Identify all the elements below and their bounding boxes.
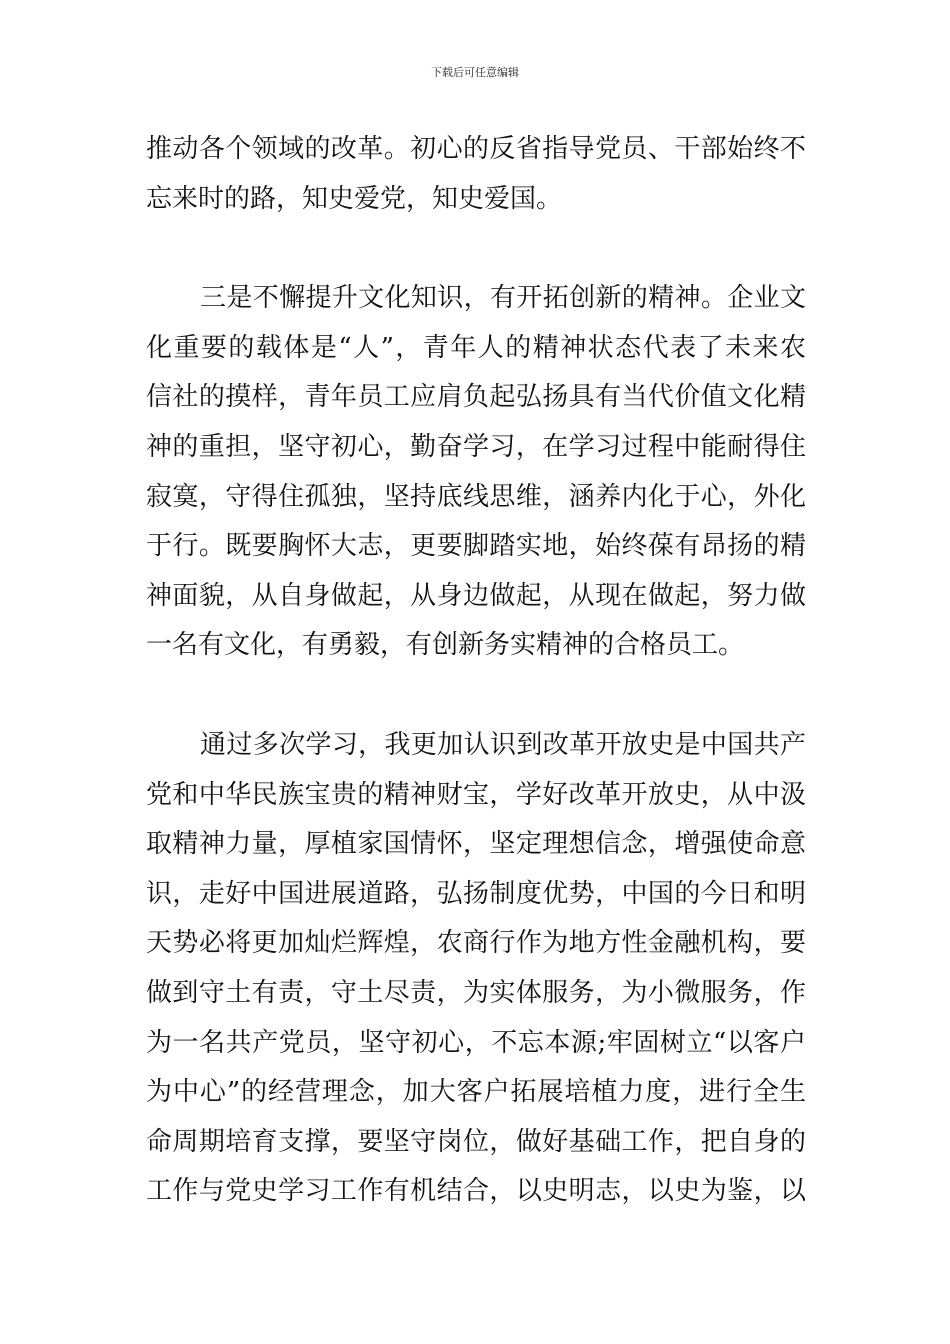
- text-line: 忘来时的路，知史爱党，知史爱国。: [146, 183, 563, 214]
- paragraph-3: [146, 721, 806, 1217]
- text-line: 工作与党史学习工作有机结合，以史明志，以史为鉴，以: [146, 1176, 806, 1207]
- paragraph-1: [146, 125, 806, 224]
- text-line: 为中心”的经营理念，加大客户拓展培植力度，进行全生: [146, 1077, 806, 1108]
- text-line: 为一名共产党员，坚守初心，不忘本源;牢固树立“以客户: [146, 1027, 806, 1058]
- text-line: 取精神力量，厚植家国情怀，坚定理想信念，增强使命意: [146, 829, 806, 860]
- text-line: 三是不懈提升文化知识，有开拓创新的精神。企业文: [200, 283, 806, 314]
- text-line: 推动各个领域的改革。初心的反省指导党员、干部始终不: [146, 134, 806, 164]
- text-line: 神的重担，坚守初心，勤奋学习，在学习过程中能耐得住: [146, 431, 806, 462]
- paragraph-spacer: [146, 224, 806, 274]
- paragraph-2: [146, 274, 806, 671]
- page-header: 下载后可任意编辑: [431, 66, 519, 79]
- text-line: 信社的摸样，青年员工应肩负起弘扬具有当代价值文化精: [146, 382, 806, 413]
- text-line: 通过多次学习，我更加认识到改革开放史是中国共产: [200, 729, 806, 760]
- text-line: 寂寞，守得住孤独，坚持底线思维，涵养内化于心，外化: [146, 481, 806, 512]
- text-line: 化重要的载体是“人”，青年人的精神状态代表了未来农: [146, 332, 806, 363]
- text-line: 天势必将更加灿烂辉煌，农商行作为地方性金融机构，要: [146, 928, 806, 959]
- text-line: 于行。既要胸怀大志，更要脚踏实地，始终葆有昂扬的精: [146, 531, 806, 562]
- text-line: 识，走好中国进展道路，弘扬制度优势，中国的今日和明: [146, 878, 806, 909]
- text-line: 神面貌，从自身做起，从身边做起，从现在做起，努力做: [146, 580, 806, 611]
- document-body: [146, 125, 806, 1217]
- text-line: 命周期培育支撑，要坚守岗位，做好基础工作，把自身的: [146, 1126, 806, 1157]
- text-line: 做到守土有责，守土尽责，为实体服务，为小微服务，作: [146, 977, 806, 1008]
- text-line: 党和中华民族宝贵的精神财宝，学好改革开放史，从中汲: [146, 779, 806, 810]
- text-line: 一名有文化，有勇毅，有创新务实精神的合格员工。: [146, 630, 745, 661]
- paragraph-spacer: [146, 671, 806, 721]
